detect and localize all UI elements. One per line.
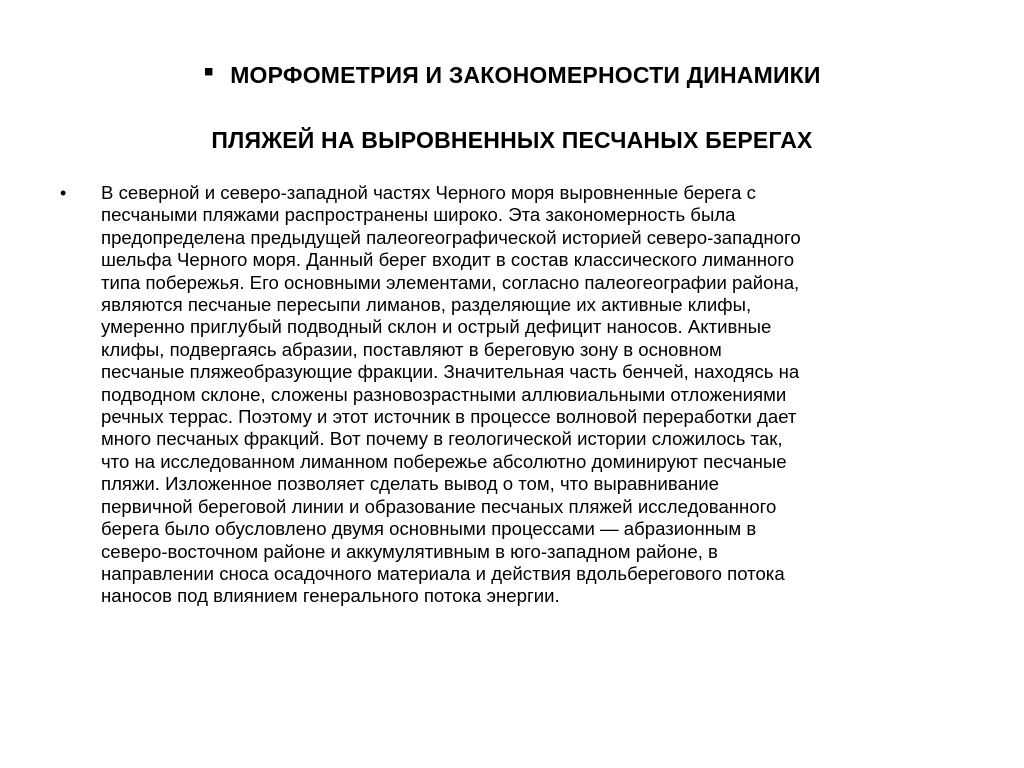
paragraph-line: умеренно приглубый подводный склон и острый дефицит наносов. Активные xyxy=(101,316,772,338)
paragraph-line: предопределена предыдущей палеогеографической историей северо-западного xyxy=(101,226,801,248)
paragraph-line: первичной береговой линии и образование песчаных пляжей исследованного xyxy=(101,495,777,517)
paragraph-line: что на исследованном лиманном побережье абсолютно доминируют песчаные xyxy=(101,450,787,472)
paragraph-line: речных террас. Поэтому и этот источник в процессе волновой переработки дает xyxy=(101,406,797,428)
paragraph-line: В северной и северо-западной частях Черного моря выровненные берега с xyxy=(101,182,756,203)
paragraph-line: пляжи. Изложенное позволяет сделать вывод о том, что выравнивание xyxy=(101,473,719,495)
title-line-2: ПЛЯЖЕЙ НА ВЫРОВНЕННЫХ ПЕСЧАНЫХ БЕРЕГАХ xyxy=(211,127,813,153)
paragraph-line: много песчаных фракций. Вот почему в геологической истории сложилось так, xyxy=(101,428,783,450)
paragraph-line: песчаными пляжами распространены широко. Эта закономерность была xyxy=(101,204,736,226)
paragraph-line: клифы, подвергаясь абразии, поставляют в береговую зону в основном xyxy=(101,338,722,360)
title-bullet-icon: ▪ xyxy=(203,55,215,88)
paragraph-line: являются песчаные пересыпи лиманов, разделяющие их активные клифы, xyxy=(101,294,752,316)
paragraph-line: северо-восточном районе и аккумулятивным в юго-западном районе, в xyxy=(101,540,718,562)
title-line-1 xyxy=(0,55,1024,89)
paragraph-line: берега было обусловлено двумя основными процессами — абразионным в xyxy=(101,518,757,540)
paragraph-line: наносов под влиянием генерального потока энергии. xyxy=(101,585,560,607)
body-paragraph xyxy=(101,182,981,608)
paragraph-line: песчаные пляжеобразующие фракции. Значительная часть бенчей, находясь на xyxy=(101,361,800,383)
title-text-1: МОРФОМЕТРИЯ И ЗАКОНОМЕРНОСТИ ДИНАМИКИ xyxy=(230,62,821,88)
paragraph-line: типа побережья. Его основными элементами, согласно палеогеографии района, xyxy=(101,271,800,293)
paragraph-line: шельфа Черного моря. Данный берег входит в состав классического лиманного xyxy=(101,249,795,271)
paragraph-line: направлении сноса осадочного материала и действия вдольберегового потока xyxy=(101,562,785,584)
paragraph-line: подводном склоне, сложены разновозрастными аллювиальными отложениями xyxy=(101,383,787,405)
bullet-icon: • xyxy=(60,183,67,203)
